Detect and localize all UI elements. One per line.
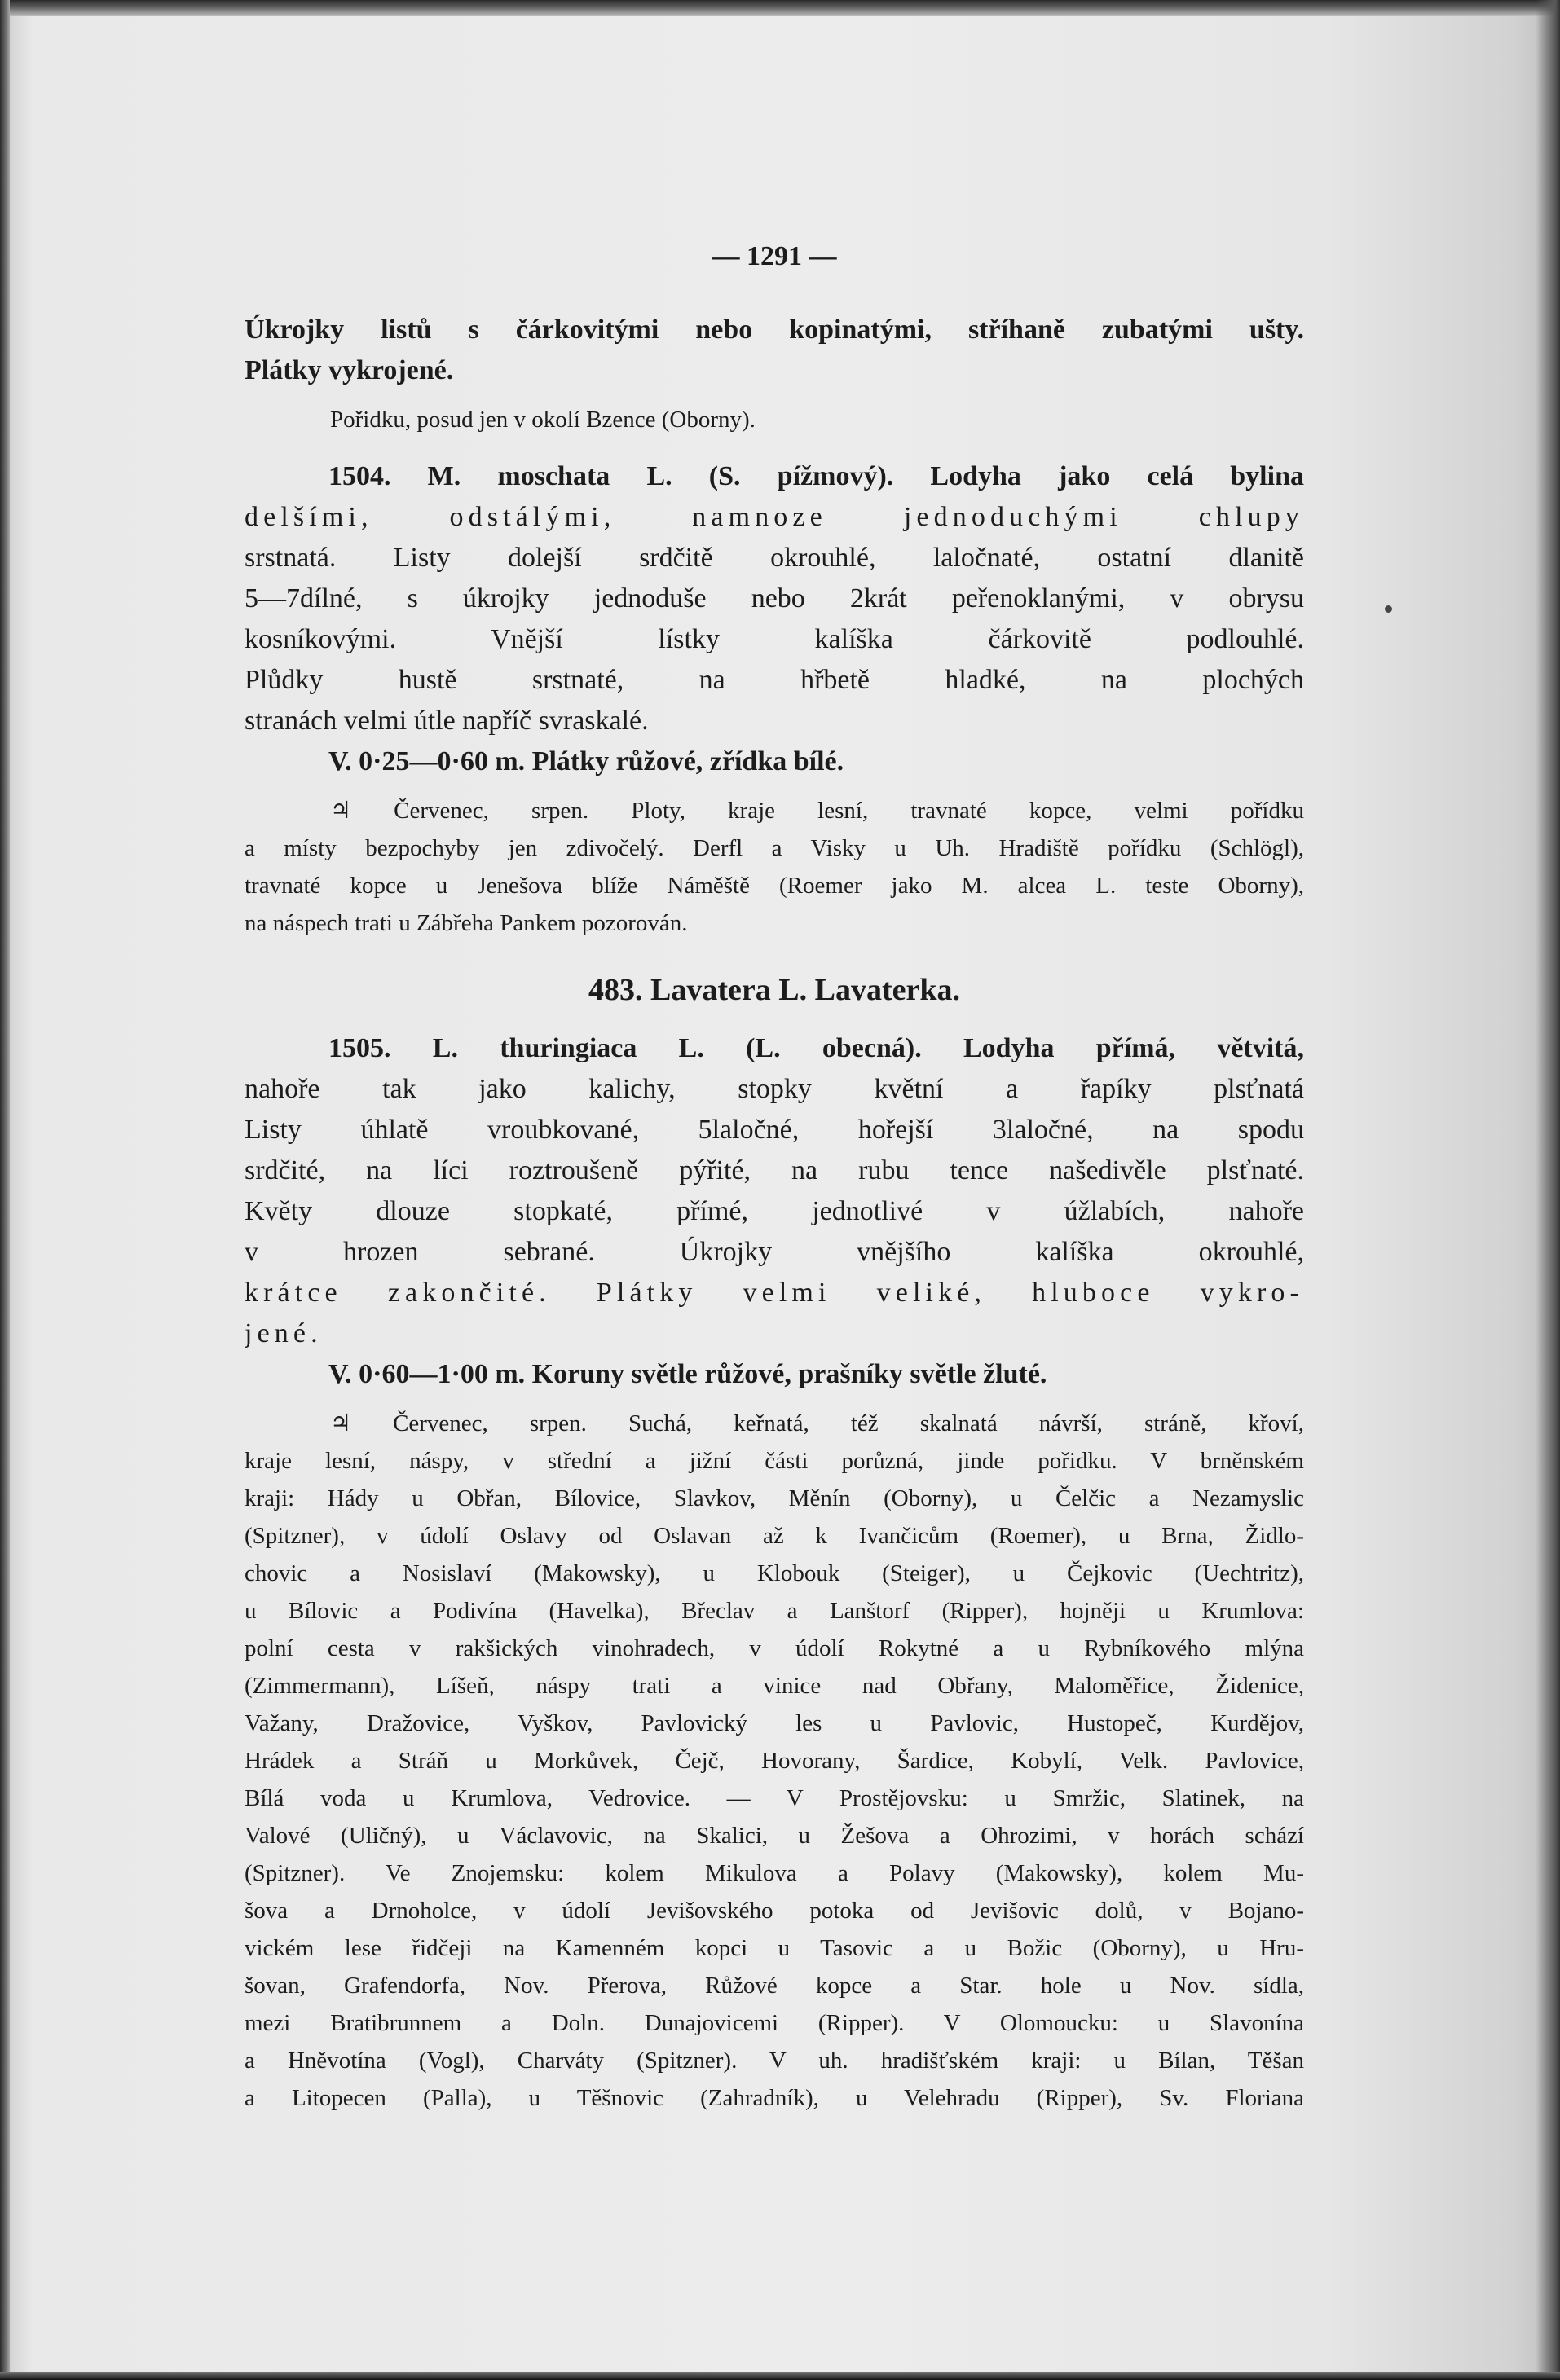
distribution-line: šovan, Grafendorfa, Nov. Přerova, Růžové kopce a Star. hole u Nov. sídla,	[245, 1973, 1304, 1999]
distribution-line: (Zimmermann), Líšeň, náspy trati a vinice nad Obřany, Maloměřice, Židenice,	[245, 1673, 1304, 1699]
text-line: v hrozen sebrané. Úkrojky vnějšího kalíška okrouhlé,	[245, 1237, 1304, 1267]
text-line: Plůdky hustě srstnaté, na hřbetě hladké, na plochých	[245, 665, 1304, 695]
page-number: — 1291 —	[712, 241, 837, 271]
distribution-line: polní cesta v rakšických vinohradech, v údolí Rokytné a u Rybníkového mlýna	[245, 1635, 1304, 1661]
distribution-line: Hrádek a Stráň u Morkůvek, Čejč, Hovorany, Šardice, Kobylí, Velk. Pavlovice,	[245, 1748, 1304, 1774]
distribution-line: šova a Drnoholce, v údolí Jevišovského potoka od Jevišovic dolů, v Bojano-	[245, 1898, 1304, 1924]
distribution-line: Bílá voda u Krumlova, Vedrovice. — V Prostějovsku: u Smržic, Slatinek, na	[245, 1785, 1304, 1811]
distribution-line: mezi Bratibrunnem a Doln. Dunajovicemi (Ripper). V Olomoucku: u Slavonína	[245, 2010, 1304, 2036]
text-line: Listy úhlatě vroubkované, 5laločné, hořejší 3laločné, na spodu	[245, 1115, 1304, 1145]
distribution-line: (Spitzner), v údolí Oslavy od Oslavan až k Ivančicům (Roemer), u Brna, Židlo-	[245, 1523, 1304, 1549]
text-line: Úkrojky listů s čárkovitými nebo kopinatými, stříhaně zubatými ušty.	[245, 315, 1304, 345]
distribution-line: Važany, Dražovice, Vyškov, Pavlovický les u Pavlovic, Hustopeč, Kurdějov,	[245, 1710, 1304, 1736]
text-line: V. 0·60—1·00 m. Koruny světle růžové, prašníky světle žluté.	[328, 1359, 1047, 1389]
text-line: Plátky vykrojené.	[245, 355, 454, 385]
genus-heading: 483. Lavatera L. Lavaterka.	[588, 973, 960, 1007]
text-line: jené.	[245, 1318, 323, 1348]
habitat-line: na náspech trati u Zábřeha Pankem pozorován.	[245, 910, 688, 936]
habitat-line: a místy bezpochyby jen zdivočelý. Derfl a Visky u Uh. Hradiště pořídku (Schlögl),	[245, 835, 1304, 861]
text-line: srstnatá. Listy dolejší srdčitě okrouhlé, laločnaté, ostatní dlanitě	[245, 543, 1304, 573]
text-line: nahoře tak jako kalichy, stopky květní a řapíky plsťnatá	[245, 1074, 1304, 1104]
species-heading-line: 1504. M. moschata L. (S. pížmový). Lodyha jako celá bylina	[328, 461, 1304, 491]
distribution-line: (Spitzner). Ve Znojemsku: kolem Mikulova a Polavy (Makowsky), kolem Mu-	[245, 1860, 1304, 1886]
scan-right-edge	[1536, 0, 1560, 2380]
distribution-line: kraji: Hády u Obřan, Bílovice, Slavkov, Měnín (Oborny), u Čelčic a Nezamyslic	[245, 1485, 1304, 1511]
scan-left-edge	[0, 0, 10, 2380]
scan-bottom-edge	[0, 2372, 1560, 2380]
species-heading-line: 1505. L. thuringiaca L. (L. obecná). Lodyha přímá, větvitá,	[328, 1033, 1304, 1063]
distribution-line: ♃ Červenec, srpen. Suchá, keřnatá, též skalnatá návrší, stráně, křoví,	[330, 1410, 1304, 1436]
scan-top-edge	[0, 0, 1560, 16]
text-line: krátce zakončité. Plátky velmi veliké, hluboce vykro-	[245, 1278, 1304, 1308]
distribution-line: chovic a Nosislaví (Makowsky), u Klobouk (Steiger), u Čejkovic (Uechtritz),	[245, 1560, 1304, 1586]
text-line: stranách velmi útle napříč svraskalé.	[245, 706, 649, 736]
distribution-line: u Bílovic a Podivína (Havelka), Břeclav a Lanštorf (Ripper), hojněji u Krumlova:	[245, 1598, 1304, 1624]
distribution-line: vickém lese řidčeji na Kamenném kopci u Tasovic a u Božic (Oborny), u Hru-	[245, 1935, 1304, 1961]
text-line: V. 0·25—0·60 m. Plátky růžové, zřídka bílé.	[328, 746, 844, 776]
ink-speck	[1385, 605, 1392, 613]
text-line: 5—7dílné, s úkrojky jednoduše nebo 2krát peřenoklanými, v obrysu	[245, 583, 1304, 614]
locality-note: Pořidku, posud jen v okolí Bzence (Oborny).	[330, 407, 756, 433]
distribution-line: a Litopecen (Palla), u Těšnovic (Zahradník), u Velehradu (Ripper), Sv. Floriana	[245, 2085, 1304, 2111]
habitat-line: travnaté kopce u Jenešova blíže Náměště (Roemer jako M. alcea L. teste Oborny),	[245, 873, 1304, 899]
distribution-line: a Hněvotína (Vogl), Charváty (Spitzner). V uh. hradišťském kraji: u Bílan, Těšan	[245, 2048, 1304, 2074]
text-line: Květy dlouze stopkaté, přímé, jednotlivé v úžlabích, nahoře	[245, 1196, 1304, 1226]
distribution-line: Valové (Uličný), u Václavovic, na Skalici, u Žešova a Ohrozimi, v horách schází	[245, 1823, 1304, 1849]
text-line: delšími, odstálými, namnoze jednoduchými chlupy	[245, 502, 1304, 532]
text-line: srdčité, na líci roztroušeně pýřité, na rubu tence našedivěle plsťnaté.	[245, 1155, 1304, 1186]
habitat-line: ♃ Červenec, srpen. Ploty, kraje lesní, travnaté kopce, velmi pořídku	[330, 798, 1304, 824]
document-page	[245, 236, 1304, 2117]
distribution-line: kraje lesní, náspy, v střední a jižní části porůzná, jinde pořidku. V brněnském	[245, 1448, 1304, 1474]
text-line: kosníkovými. Vnější lístky kalíška čárkovitě podlouhlé.	[245, 624, 1304, 654]
